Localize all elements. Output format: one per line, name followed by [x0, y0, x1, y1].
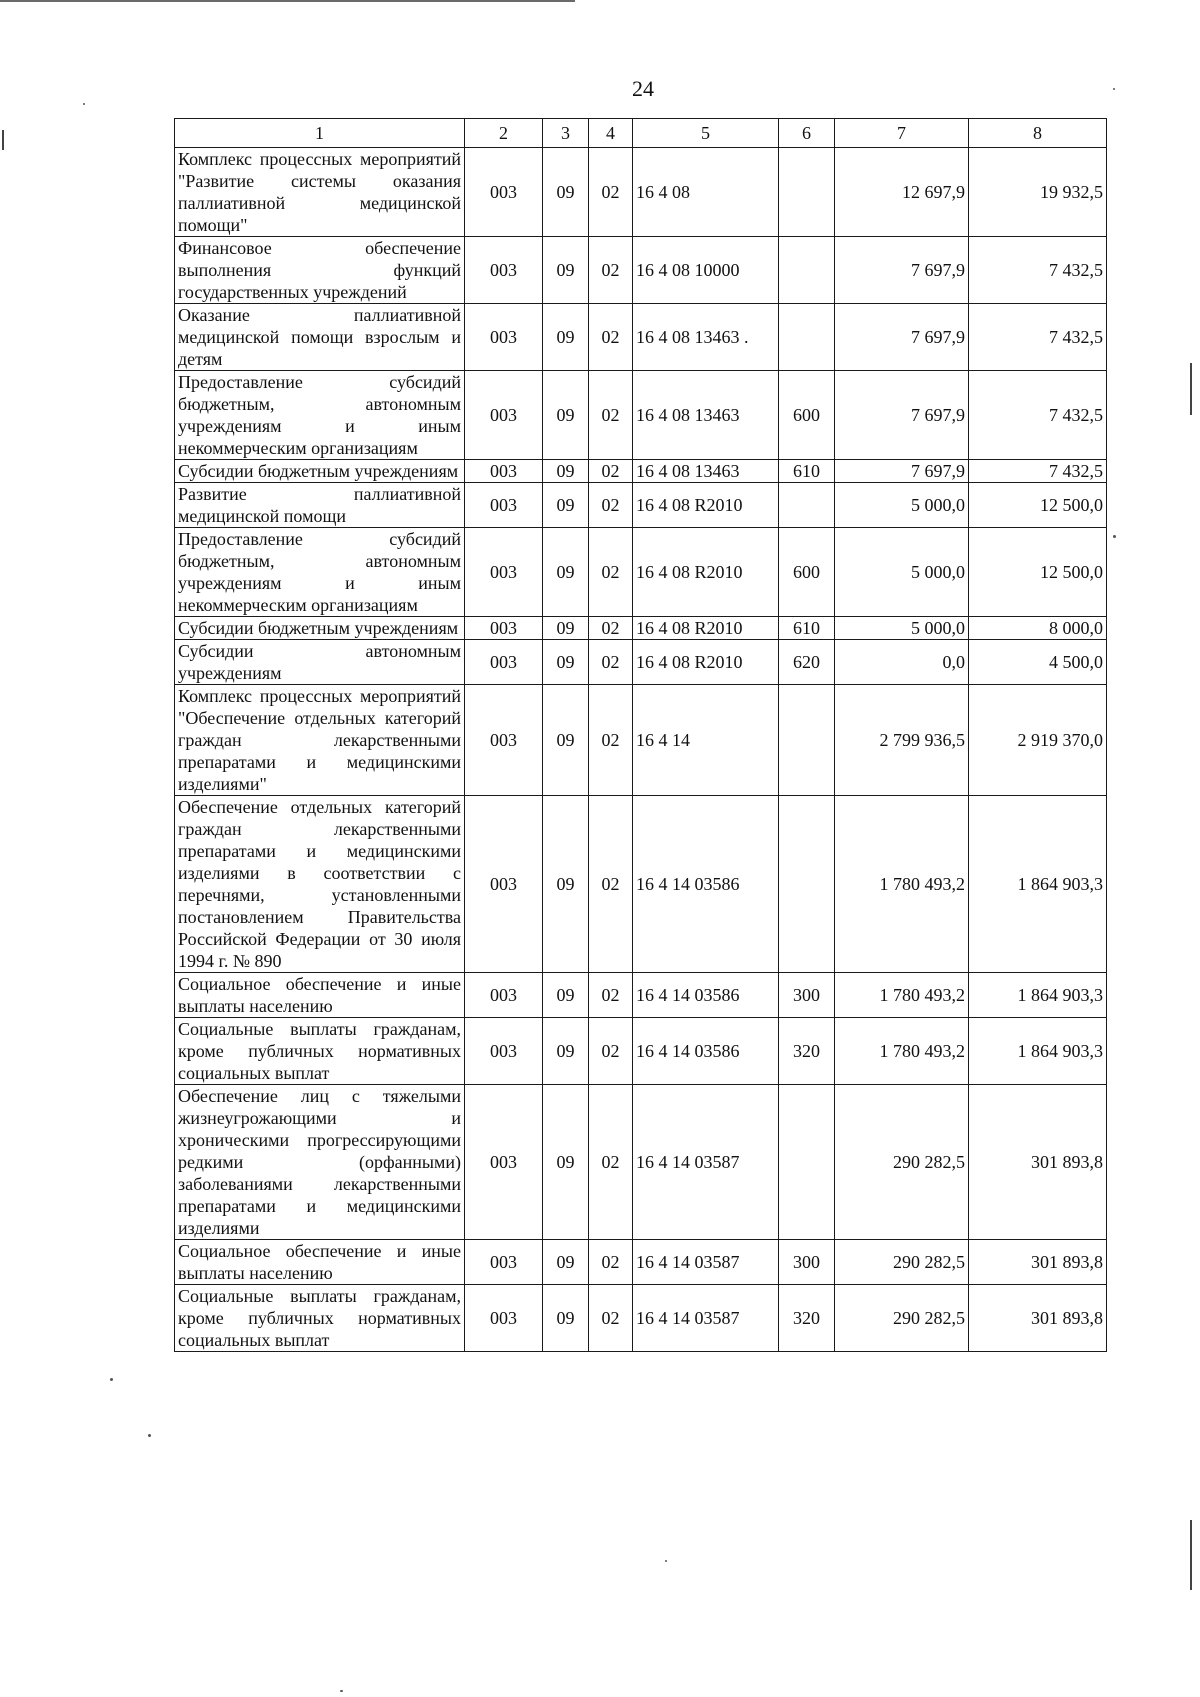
row-col-4: 02: [589, 1018, 633, 1085]
row-col-8: 1 864 903,3: [969, 973, 1107, 1018]
row-name: Комплекс процессных мероприятий "Развитие системы оказания паллиативной медицинской помощи": [175, 148, 465, 237]
row-col-6: [779, 796, 835, 973]
header-col-6: 6: [779, 119, 835, 148]
row-col-4: 02: [589, 1085, 633, 1240]
row-col-8: 301 893,8: [969, 1085, 1107, 1240]
row-name: Комплекс процессных мероприятий "Обеспечение отдельных категорий граждан лекарственными препаратами и медицинскими изделиями": [175, 685, 465, 796]
scan-speck: [148, 1434, 151, 1437]
row-col-7: 12 697,9: [835, 148, 969, 237]
row-col-5: 16 4 08 13463: [633, 460, 779, 483]
row-col-3: 09: [543, 1285, 589, 1352]
row-col-8: 12 500,0: [969, 528, 1107, 617]
row-col-5: 16 4 14: [633, 685, 779, 796]
row-col-2: 003: [465, 528, 543, 617]
row-name: Развитие паллиативной медицинской помощи: [175, 483, 465, 528]
row-col-6: [779, 483, 835, 528]
row-col-6: 300: [779, 1240, 835, 1285]
row-col-7: 290 282,5: [835, 1085, 969, 1240]
row-col-4: 02: [589, 1240, 633, 1285]
row-name: Субсидии бюджетным учреждениям: [175, 617, 465, 640]
row-col-7: 7 697,9: [835, 371, 969, 460]
row-col-5: 16 4 14 03586: [633, 973, 779, 1018]
row-col-4: 02: [589, 1285, 633, 1352]
table-row: [175, 1240, 1107, 1285]
row-name: Социальные выплаты гражданам, кроме публичных нормативных социальных выплат: [175, 1018, 465, 1085]
row-col-6: 610: [779, 617, 835, 640]
row-col-2: 003: [465, 1085, 543, 1240]
row-col-8: 4 500,0: [969, 640, 1107, 685]
row-col-7: 7 697,9: [835, 304, 969, 371]
row-col-4: 02: [589, 528, 633, 617]
row-name: Социальное обеспечение и иные выплаты населению: [175, 973, 465, 1018]
row-col-6: 600: [779, 371, 835, 460]
row-col-2: 003: [465, 371, 543, 460]
row-col-2: 003: [465, 483, 543, 528]
row-col-4: 02: [589, 148, 633, 237]
scan-speck: [83, 103, 85, 105]
row-col-7: 7 697,9: [835, 237, 969, 304]
row-col-3: 09: [543, 1085, 589, 1240]
header-col-3: 3: [543, 119, 589, 148]
header-col-4: 4: [589, 119, 633, 148]
row-col-2: 003: [465, 685, 543, 796]
row-name: Оказание паллиативной медицинской помощи взрослым и детям: [175, 304, 465, 371]
row-col-4: 02: [589, 685, 633, 796]
row-col-8: 2 919 370,0: [969, 685, 1107, 796]
row-name: Финансовое обеспечение выполнения функций государственных учреждений: [175, 237, 465, 304]
row-col-4: 02: [589, 371, 633, 460]
scan-edge-mark: [1190, 1520, 1192, 1590]
table-row: [175, 1018, 1107, 1085]
row-name: Предоставление субсидий бюджетным, автономным учреждениям и иным некоммерческим организациям: [175, 528, 465, 617]
row-col-5: 16 4 14 03587: [633, 1085, 779, 1240]
table-row: [175, 237, 1107, 304]
row-col-8: 7 432,5: [969, 460, 1107, 483]
row-col-3: 09: [543, 685, 589, 796]
table-row: [175, 973, 1107, 1018]
row-col-3: 09: [543, 528, 589, 617]
row-col-2: 003: [465, 796, 543, 973]
row-col-5: 16 4 08 13463: [633, 371, 779, 460]
row-col-4: 02: [589, 796, 633, 973]
row-col-7: 0,0: [835, 640, 969, 685]
row-col-5: 16 4 08 R2010: [633, 483, 779, 528]
header-col-8: 8: [969, 119, 1107, 148]
scan-speck: [1113, 88, 1115, 90]
row-col-5: 16 4 14 03586: [633, 1018, 779, 1085]
row-col-7: 1 780 493,2: [835, 973, 969, 1018]
row-col-4: 02: [589, 973, 633, 1018]
scan-edge-mark: [1190, 363, 1192, 415]
row-col-3: 09: [543, 237, 589, 304]
row-col-3: 09: [543, 371, 589, 460]
row-col-3: 09: [543, 796, 589, 973]
row-col-4: 02: [589, 640, 633, 685]
row-name: Субсидии автономным учреждениям: [175, 640, 465, 685]
row-col-3: 09: [543, 617, 589, 640]
row-col-3: 09: [543, 640, 589, 685]
row-col-8: 7 432,5: [969, 304, 1107, 371]
row-col-7: 2 799 936,5: [835, 685, 969, 796]
row-name: Предоставление субсидий бюджетным, автономным учреждениям и иным некоммерческим организациям: [175, 371, 465, 460]
table-row: [175, 1285, 1107, 1352]
row-col-4: 02: [589, 304, 633, 371]
row-name: Социальное обеспечение и иные выплаты населению: [175, 1240, 465, 1285]
row-col-3: 09: [543, 1018, 589, 1085]
table-row: [175, 371, 1107, 460]
row-col-4: 02: [589, 483, 633, 528]
row-col-6: 320: [779, 1285, 835, 1352]
row-name: Обеспечение лиц с тяжелыми жизнеугрожающими и хроническими прогрессирующими редкими (орфанными) заболеваниями лекарственными препаратами и медицинскими изделиями: [175, 1085, 465, 1240]
row-col-7: 7 697,9: [835, 460, 969, 483]
scan-speck: [110, 1378, 113, 1381]
row-col-8: 301 893,8: [969, 1285, 1107, 1352]
scan-edge-mark: [2, 130, 4, 150]
row-col-7: 5 000,0: [835, 617, 969, 640]
header-col-2: 2: [465, 119, 543, 148]
row-col-5: 16 4 08: [633, 148, 779, 237]
row-col-7: 5 000,0: [835, 483, 969, 528]
row-name: Обеспечение отдельных категорий граждан лекарственными препаратами и медицинскими изделиями в соответствии с перечнями, установленными постановлением Правительства Российской Федерации от 30 июля 1994 г. № 890: [175, 796, 465, 973]
header-col-7: 7: [835, 119, 969, 148]
row-col-2: 003: [465, 304, 543, 371]
scan-speck: [340, 1690, 343, 1692]
row-col-5: 16 4 08 13463 .: [633, 304, 779, 371]
row-col-3: 09: [543, 973, 589, 1018]
row-col-5: 16 4 14 03586: [633, 796, 779, 973]
table-row: [175, 685, 1107, 796]
row-name: Субсидии бюджетным учреждениям: [175, 460, 465, 483]
row-col-7: 5 000,0: [835, 528, 969, 617]
row-col-2: 003: [465, 148, 543, 237]
row-col-8: 8 000,0: [969, 617, 1107, 640]
row-col-6: [779, 148, 835, 237]
header-col-1: 1: [175, 119, 465, 148]
row-col-5: 16 4 08 10000: [633, 237, 779, 304]
row-col-7: 290 282,5: [835, 1285, 969, 1352]
row-col-6: 600: [779, 528, 835, 617]
row-col-4: 02: [589, 460, 633, 483]
row-col-3: 09: [543, 148, 589, 237]
row-col-5: 16 4 08 R2010: [633, 528, 779, 617]
row-col-6: 320: [779, 1018, 835, 1085]
table-row: [175, 640, 1107, 685]
row-col-3: 09: [543, 483, 589, 528]
row-col-2: 003: [465, 973, 543, 1018]
row-col-4: 02: [589, 237, 633, 304]
row-col-2: 003: [465, 1285, 543, 1352]
row-col-5: 16 4 08 R2010: [633, 617, 779, 640]
row-col-3: 09: [543, 304, 589, 371]
row-col-6: 300: [779, 973, 835, 1018]
table-row: [175, 483, 1107, 528]
row-col-8: 1 864 903,3: [969, 1018, 1107, 1085]
scan-speck: [665, 1560, 667, 1562]
scan-border-line: [0, 0, 575, 2]
row-col-8: 7 432,5: [969, 237, 1107, 304]
row-col-8: 19 932,5: [969, 148, 1107, 237]
table-row: [175, 617, 1107, 640]
header-col-5: 5: [633, 119, 779, 148]
row-col-8: 12 500,0: [969, 483, 1107, 528]
row-col-4: 02: [589, 617, 633, 640]
row-col-6: 620: [779, 640, 835, 685]
table-row: [175, 304, 1107, 371]
row-col-2: 003: [465, 237, 543, 304]
row-col-3: 09: [543, 1240, 589, 1285]
row-col-3: 09: [543, 460, 589, 483]
row-col-2: 003: [465, 617, 543, 640]
scan-speck: [1113, 535, 1116, 538]
page-number: 24: [632, 76, 654, 101]
row-col-5: 16 4 08 R2010: [633, 640, 779, 685]
table-row: [175, 1085, 1107, 1240]
row-col-2: 003: [465, 1018, 543, 1085]
table-row: [175, 796, 1107, 973]
row-col-7: 1 780 493,2: [835, 1018, 969, 1085]
row-name: Социальные выплаты гражданам, кроме публичных нормативных социальных выплат: [175, 1285, 465, 1352]
row-col-8: 301 893,8: [969, 1240, 1107, 1285]
row-col-2: 003: [465, 1240, 543, 1285]
row-col-6: [779, 1085, 835, 1240]
row-col-6: [779, 304, 835, 371]
row-col-7: 290 282,5: [835, 1240, 969, 1285]
row-col-6: [779, 685, 835, 796]
row-col-5: 16 4 14 03587: [633, 1285, 779, 1352]
header-row: [175, 119, 1107, 148]
row-col-2: 003: [465, 640, 543, 685]
row-col-8: 7 432,5: [969, 371, 1107, 460]
row-col-5: 16 4 14 03587: [633, 1240, 779, 1285]
row-col-6: [779, 237, 835, 304]
row-col-6: 610: [779, 460, 835, 483]
table-row: [175, 528, 1107, 617]
row-col-8: 1 864 903,3: [969, 796, 1107, 973]
table-row: [175, 148, 1107, 237]
budget-table: [174, 118, 1107, 1352]
table-row: [175, 460, 1107, 483]
row-col-7: 1 780 493,2: [835, 796, 969, 973]
row-col-2: 003: [465, 460, 543, 483]
